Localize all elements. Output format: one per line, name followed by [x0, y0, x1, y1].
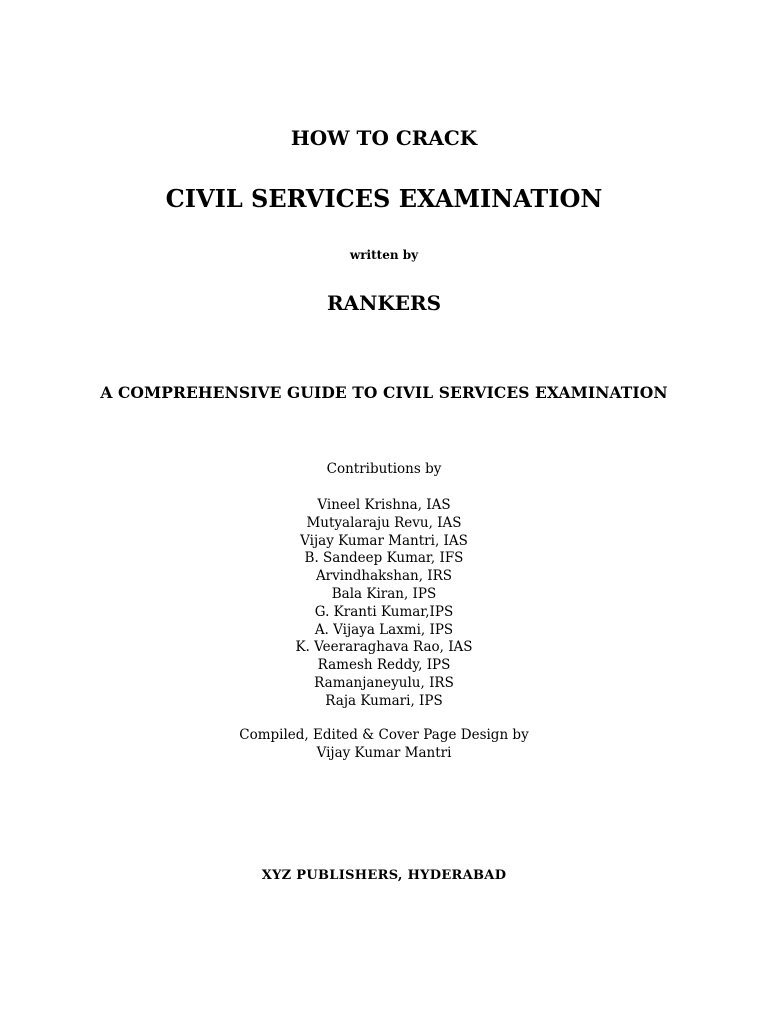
contributor-item: Raja Kumari, IPS: [325, 692, 443, 709]
title-line-1: HOW TO CRACK: [290, 126, 478, 150]
contributors-list: [0, 497, 768, 711]
contributor-item: A. Vijaya Laxmi, IPS: [314, 621, 454, 638]
compiled-by-name: Vijay Kumar Mantri: [316, 745, 452, 761]
author-name: RANKERS: [326, 291, 442, 315]
contributor-item: Vineel Krishna, IAS: [317, 497, 451, 513]
contributor-item: K. Veeraraghava Rao, IAS: [295, 639, 473, 656]
compiled-by-label: Compiled, Edited & Cover Page Design by: [239, 727, 529, 743]
publisher: XYZ PUBLISHERS, HYDERABAD: [261, 868, 507, 883]
subtitle: A COMPREHENSIVE GUIDE TO CIVIL SERVICES EXAMINATION: [100, 383, 668, 402]
contributor-item: Ramesh Reddy, IPS: [317, 657, 451, 674]
contributor-item: Arvindhakshan, IRS: [315, 568, 453, 585]
contributor-item: G. Kranti Kumar,IPS: [314, 603, 454, 620]
contributor-item: Vijay Kumar Mantri, IAS: [300, 532, 468, 549]
contributions-heading: Contributions by: [326, 461, 442, 477]
contributor-item: Bala Kiran, IPS: [331, 585, 437, 602]
title-line-2: CIVIL SERVICES EXAMINATION: [165, 184, 603, 213]
written-by-label: written by: [349, 248, 419, 262]
contributor-item: Ramanjaneyulu, IRS: [314, 674, 454, 691]
contributor-item: B. Sandeep Kumar, IFS: [304, 550, 464, 567]
contributor-item: Mutyalaraju Revu, IAS: [306, 514, 462, 531]
